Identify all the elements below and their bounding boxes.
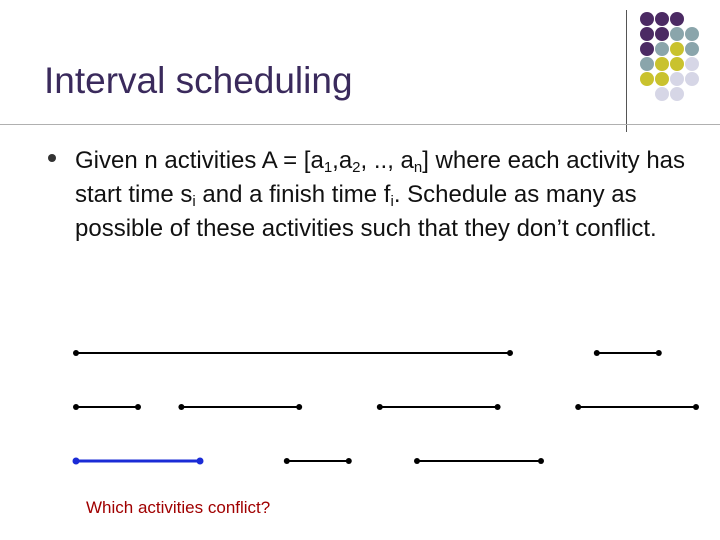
interval-start-point [377,404,383,410]
body-subscript: n [413,159,423,176]
interval-start-point [575,404,581,410]
body-text-segment: , .., a [360,147,414,174]
interval-end-point [507,350,513,356]
question-prompt: Which activities conflict? [86,498,271,517]
interval-end-point [346,458,352,464]
interval [575,404,699,410]
interval [284,458,352,464]
interval [73,404,141,410]
interval-start-point [594,350,600,356]
interval [377,404,501,410]
body-text-segment: ] where each activity has start time s [75,147,686,208]
body-subscript: i [390,193,394,210]
interval-start-point [178,404,184,410]
interval-end-point [538,458,544,464]
interval [414,458,544,464]
interval-end-point [656,350,662,356]
body-subscript: 1 [323,159,333,176]
interval-start-point [284,458,290,464]
body-text-segment: ,a [332,147,353,174]
body-text-segment: . Schedule as many as possible of these activities such that they don’t conflict. [75,181,657,242]
interval-start-point [73,404,79,410]
interval-start-point [73,350,79,356]
interval-start-point [414,458,420,464]
body-text-segment: and a finish time f [195,181,391,208]
highlighted-interval [73,458,204,465]
body-text-segment: Given n activities A = [a [75,147,324,174]
body-subscript: 2 [352,159,361,176]
interval-start-point [73,458,80,465]
interval-end-point [135,404,141,410]
interval-end-point [296,404,302,410]
slide-title: Interval scheduling [44,60,353,101]
interval [178,404,302,410]
interval-end-point [693,404,699,410]
interval [594,350,662,356]
body-subscript: i [192,193,196,210]
interval [73,350,513,356]
interval-end-point [495,404,501,410]
interval-end-point [197,458,204,465]
